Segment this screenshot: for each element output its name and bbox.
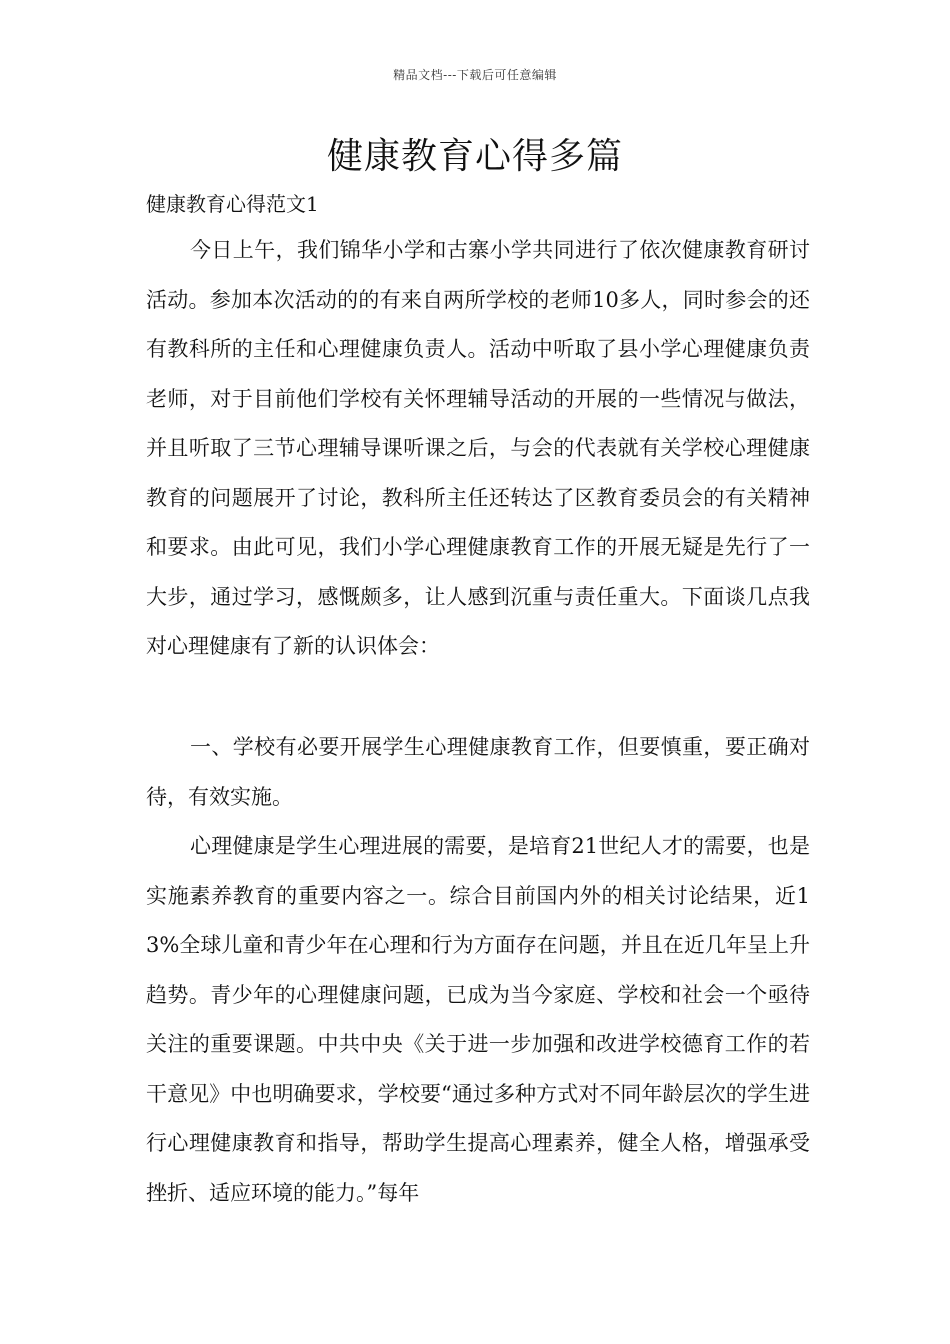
paragraph-heading-one: 一、学校有必要开展学生心理健康教育工作，但要慎重，要正确对待，有效实施。 xyxy=(146,735,810,809)
paragraph-mental-health: 心理健康是学生心理进展的需要，是培育21世纪人才的需要，也是实施素养教育的重要内容之一。综合目前国内外的相关讨论结果，近13%全球儿童和青少年在心理和行为方面存在问题，并且在近几年呈上升趋势。青少年的心理健康问题，已成为当今家庭、学校和社会一个亟待关注的重要课题。中共中央《关于进一步加强和改进学校德育工作的若干意见》中也明确要求，学校要“通过多种方式对不同年龄层次的学生进行心理健康教育和指导，帮助学生提高心理素养，健全人格，增强承受挫折、适应环境的能力。”每年 xyxy=(146,834,810,1205)
paragraph-intro: 今日上午，我们锦华小学和古寨小学共同进行了依次健康教育研讨活动。参加本次活动的的有来自两所学校的老师10多人，同时参会的还有教科所的主任和心理健康负责人。活动中听取了县小学心理健康负责老师，对于目前他们学校有关怀理辅导活动的开展的一些情况与做法，并且听取了三节心理辅导课听课之后，与会的代表就有关学校心理健康教育的问题展开了讨论，教科所主任还转达了区教育委员会的有关精神和要求。由此可见，我们小学心理健康教育工作的开展无疑是先行了一大步，通过学习，感慨颇多，让人感到沉重与责任重大。下面谈几点我对心理健康有了新的认识体会： xyxy=(146,238,810,658)
header-note: 精品文档---下载后可任意编辑 xyxy=(393,68,557,82)
section-label: 健康教育心得范文1 xyxy=(146,192,319,216)
document-title: 健康教育心得多篇 xyxy=(326,136,623,177)
